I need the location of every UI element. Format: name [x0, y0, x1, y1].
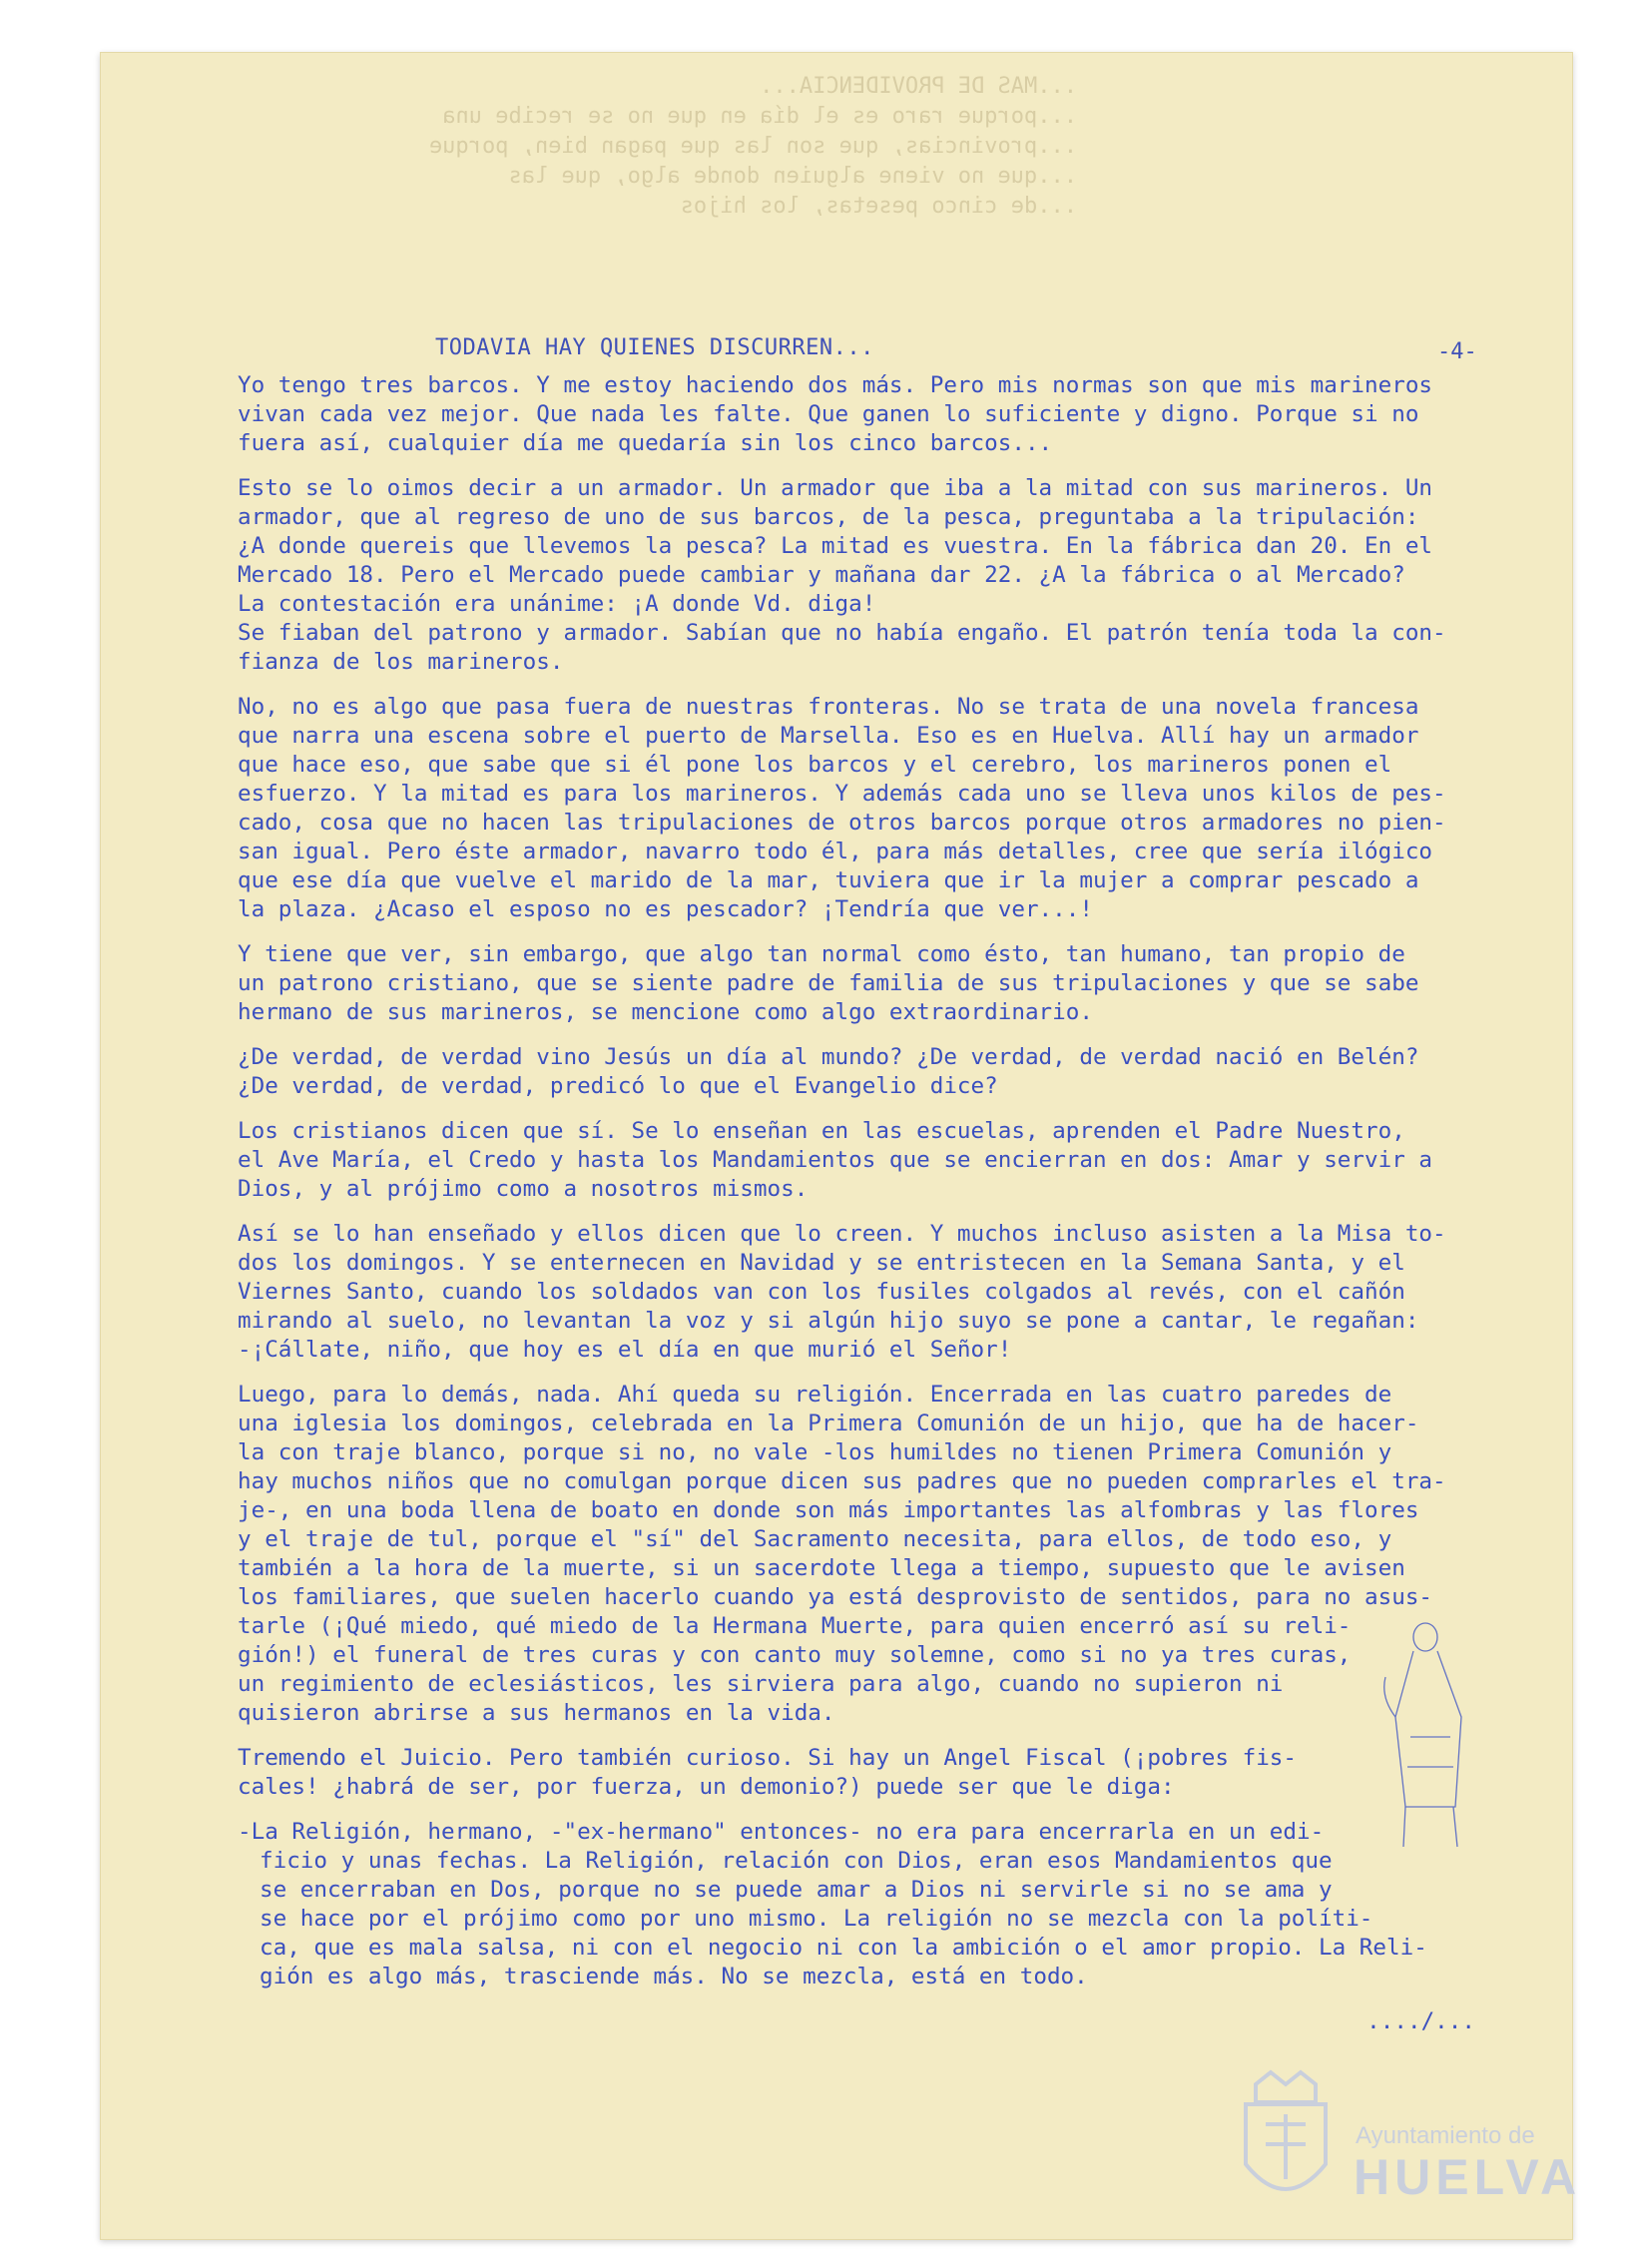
text-line: hay muchos niños que no comulgan porque dicen sus padres que no pueden comprarles el tra-: [238, 1468, 1446, 1494]
paragraph: [238, 1818, 1515, 1991]
text-line: Dios, y al prójimo como a nosotros mismos.: [238, 1176, 809, 1202]
text-line: la plaza. ¿Acaso el esposo no es pescador? ¡Tendría que ver...!: [238, 896, 1093, 922]
document-body: [238, 371, 1515, 2052]
text-line: -¡Cállate, niño, que hoy es el día en que murió el Señor!: [238, 1337, 1012, 1363]
text-line: Esto se lo oimos decir a un armador. Un armador que iba a la mitad con sus marineros. Un: [238, 475, 1433, 501]
page-number: -4-: [1437, 339, 1477, 364]
text-line: ¿De verdad, de verdad, predicó lo que el Evangelio dice?: [238, 1073, 998, 1099]
text-line: que ese día que vuelve el marido de la mar, tuviera que ir la mujer a comprar pescado a: [238, 867, 1419, 893]
text-line: Luego, para lo demás, nada. Ahí queda su religión. Encerrada en las cuatro paredes de: [238, 1382, 1392, 1408]
text-line: la con traje blanco, porque si no, no vale -los humildes no tienen Primera Comunión y: [238, 1439, 1392, 1465]
text-line: quisieron abrirse a sus hermanos en la vida.: [238, 1700, 835, 1726]
text-line: fuera así, cualquier día me quedaría sin los cinco barcos...: [238, 430, 1053, 456]
text-line: La contestación era unánime: ¡A donde Vd. diga!: [238, 591, 876, 617]
text-line: y el traje de tul, porque el "sí" del Sacramento necesita, para ellos, de todo eso, y: [238, 1526, 1392, 1552]
text-line: Y tiene que ver, sin embargo, que algo tan normal como ésto, tan humano, tan propio de: [238, 941, 1405, 967]
text-line: un regimiento de eclesiásticos, les sirviera para algo, cuando no supieron ni: [238, 1671, 1284, 1697]
paragraph: [238, 1744, 1515, 1802]
text-line: que narra una escena sobre el puerto de Marsella. Eso es en Huelva. Allí hay un armador: [238, 723, 1419, 749]
text-line: hermano de sus marineros, se mencione como algo extraordinario.: [238, 999, 1093, 1025]
paragraph: [238, 1381, 1515, 1728]
text-line: esfuerzo. Y la mitad es para los marineros. Y además cada uno se lleva unos kilos de pes-: [238, 781, 1446, 807]
text-line: vivan cada vez mejor. Que nada les falte. Que ganen lo suficiente y digno. Porque si no: [238, 401, 1419, 427]
text-line: fianza de los marineros.: [238, 649, 564, 675]
bleed-through-text: [429, 72, 1077, 222]
text-line: se hace por el prójimo como por uno mismo. La religión no se mezcla con la políti-: [260, 1906, 1373, 1932]
text-line: Así se lo han enseñado y ellos dicen que lo creen. Y muchos incluso asisten a la Misa to-: [238, 1221, 1446, 1247]
bleed-line: ...porque raro es el día en que no se recibe una: [442, 104, 1078, 129]
watermark-line-1: Ayuntamiento de: [1356, 2122, 1535, 2149]
watermark-line-2: HUELVA: [1354, 2149, 1582, 2205]
text-line: ca, que es mala salsa, ni con el negocio ni con la ambición o el amor propio. La Reli-: [260, 1935, 1427, 1961]
text-line: ¿A donde quereis que llevemos la pesca? La mitad es vuestra. En la fábrica dan 20. En el: [238, 533, 1433, 559]
text-line: cales! ¿habrá de ser, por fuerza, un demonio?) puede ser que le diga:: [238, 1774, 1175, 1800]
bleed-line: ...que no viene alguien donde algo, que las: [508, 164, 1078, 189]
bleed-line: ...MAS DE PROVIDENCIA...: [760, 74, 1078, 99]
continuation-mark: ..../...: [1366, 2008, 1475, 2034]
text-line: Tremendo el Juicio. Pero también curioso. Si hay un Angel Fiscal (¡pobres fis-: [238, 1745, 1298, 1771]
text-line: tarle (¡Qué miedo, qué miedo de la Hermana Muerte, para quien encerró así su reli-: [238, 1613, 1352, 1639]
text-line: se encerraban en Dos, porque no se puede amar a Dios ni servirle si no se ama y: [260, 1877, 1333, 1903]
paragraph: [238, 693, 1515, 924]
paragraph: [238, 940, 1515, 1027]
text-line: je-, en una boda llena de boato en donde son más importantes las alfombras y las flores: [238, 1497, 1419, 1523]
text-line: dos los domingos. Y se enternecen en Navidad y se entristecen en la Semana Santa, y el: [238, 1250, 1405, 1276]
huelva-watermark-logo: [1226, 2064, 1582, 2224]
text-line: los familiares, que suelen hacerlo cuando ya está desprovisto de sentidos, para no asus-: [238, 1584, 1433, 1610]
text-line: san igual. Pero éste armador, navarro todo él, para más detalles, cree que sería ilógico: [238, 839, 1433, 864]
paragraph: [238, 1220, 1515, 1365]
text-line: No, no es algo que pasa fuera de nuestras fronteras. No se trata de una novela francesa: [238, 694, 1419, 720]
text-line: ¿De verdad, de verdad vino Jesús un día al mundo? ¿De verdad, de verdad nació en Belén?: [238, 1044, 1419, 1070]
paragraph: [238, 1043, 1515, 1101]
paragraph: [238, 371, 1515, 458]
text-line: armador, que al regreso de uno de sus barcos, de la pesca, preguntaba a la tripulación:: [238, 504, 1419, 530]
text-line: también a la hora de la muerte, si un sacerdote llega a tiempo, supuesto que le avisen: [238, 1555, 1405, 1581]
text-line: ficio y unas fechas. La Religión, relación con Dios, eran esos Mandamientos que: [260, 1848, 1333, 1874]
text-line: un patrono cristiano, que se siente padre de familia de sus tripulaciones y que se sabe: [238, 970, 1419, 996]
text-line: cado, cosa que no hacen las tripulaciones de otros barcos porque otros armadores no pien-: [238, 810, 1446, 836]
text-line: el Ave María, el Credo y hasta los Mandamientos que se encierran en dos: Amar y servir a: [238, 1147, 1433, 1173]
text-line: mirando al suelo, no levantan la voz y si algún hijo suyo se pone a cantar, le regañan:: [238, 1308, 1419, 1334]
text-line: Mercado 18. Pero el Mercado puede cambiar y mañana dar 22. ¿A la fábrica o al Mercado?: [238, 562, 1405, 588]
text-line: una iglesia los domingos, celebrada en la Primera Comunión de un hijo, que ha de hacer-: [238, 1411, 1419, 1436]
text-line: gión es algo más, trasciende más. No se mezcla, está en todo.: [260, 1964, 1088, 1989]
bleed-line: ...provincias, que son las que pagan bien, porque: [429, 134, 1078, 159]
paragraph: [238, 1117, 1515, 1204]
page-title: TODAVIA HAY QUIENES DISCURREN...: [435, 335, 874, 360]
paragraph: [238, 474, 1515, 677]
text-line: gión!) el funeral de tres curas y con canto muy solemne, como si no ya tres curas,: [238, 1642, 1352, 1668]
text-line: Los cristianos dicen que sí. Se lo enseñan en las escuelas, aprenden el Padre Nuestro,: [238, 1118, 1405, 1144]
text-line: Viernes Santo, cuando los soldados van con los fusiles colgados al revés, con el cañón: [238, 1279, 1405, 1305]
crest-icon: [1226, 2064, 1346, 2224]
pencil-sketch-figure: [1365, 1607, 1475, 1907]
bleed-line: ...de cinco pesetas, los hijos: [680, 194, 1078, 219]
text-line: Yo tengo tres barcos. Y me estoy haciendo dos más. Pero mis normas son que mis marineros: [238, 372, 1433, 398]
text-line: -La Religión, hermano, -"ex-hermano" entonces- no era para encerrarla en un edi-: [238, 1819, 1325, 1845]
text-line: que hace eso, que sabe que si él pone los barcos y el cerebro, los marineros ponen el: [238, 752, 1392, 778]
text-line: Se fiaban del patrono y armador. Sabían que no había engaño. El patrón tenía toda la con-: [238, 620, 1446, 646]
